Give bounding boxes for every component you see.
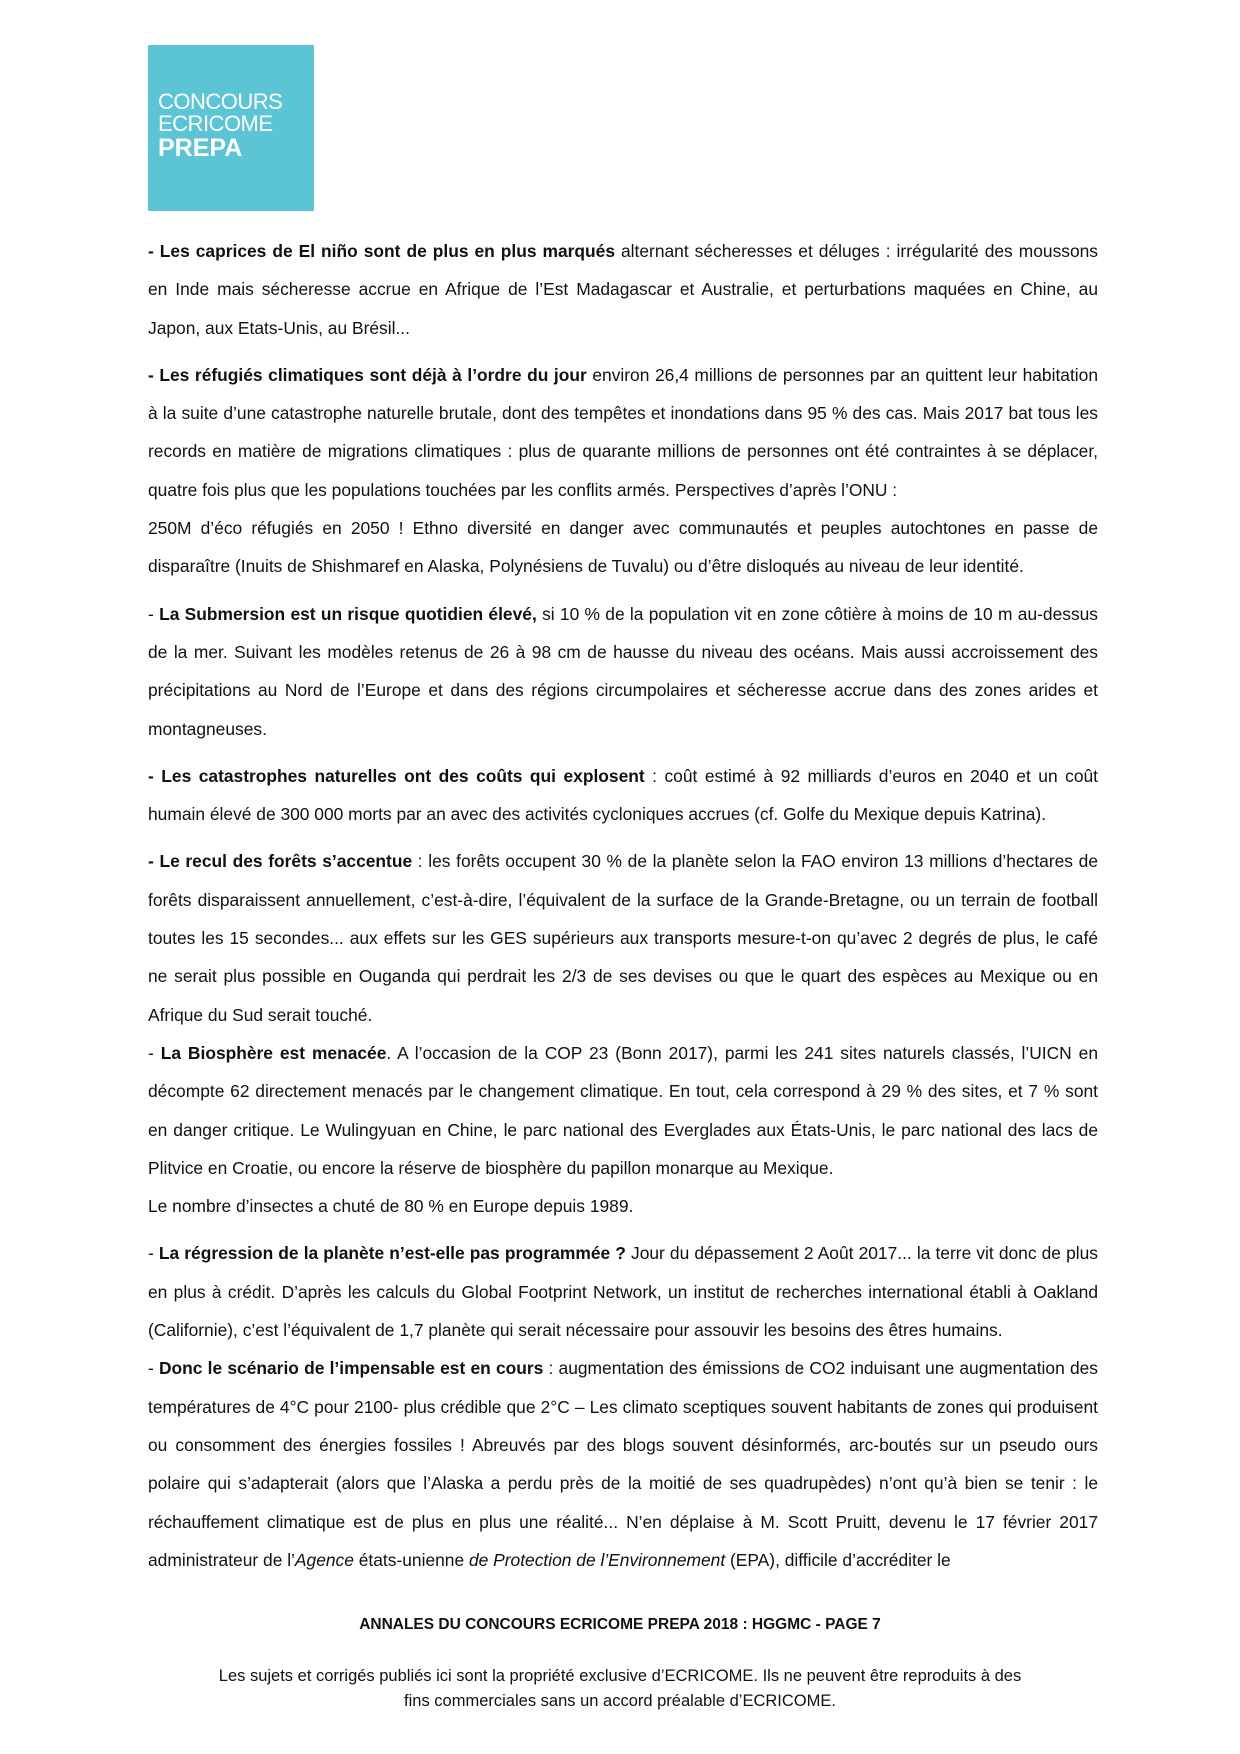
paragraph-el-nino [148, 232, 1098, 347]
paragraph-text: environ 26,4 millions de personnes par an quittent leur habitation à la suite d’une catastrophe naturelle brutale, dont des tempêtes et inondations dans 95 % des cas. Mais 2017 bat tous les records en matière de migrations climatiques : plus de quarante millions de personnes ont été contraintes à se déplacer, quatre fois plus que les populations touchées par les conflits armés. Perspectives d’après l’ONU : [148, 364, 1098, 500]
paragraph-text: états-unienne [353, 1549, 469, 1570]
paragraph-text: Jour du dépassement 2 Août 2017... la terre vit donc de plus en plus à crédit. D’après les calculs du Global Footprint Network, un institut de recherches international établi à Oakland (Californie), c’est l’équivalent de 1,7 planète qui serait nécessaire pour assouvir les besoins des êtres humains. [148, 1243, 1098, 1341]
paragraph-insectes [148, 1187, 1098, 1225]
concours-ecricome-logo [148, 45, 314, 211]
paragraph-prefix: - [148, 1358, 159, 1379]
paragraph-text: (EPA), difficile d’accréditer le [725, 1549, 951, 1570]
paragraph-eco-refugies [148, 509, 1098, 586]
paragraph-text: alternant sécheresses et déluges : irrégularité des moussons en Inde mais sécheresse accrue en Afrique de l’Est Madagascar et Australie, et perturbations maquées en Chine, au Japon, aux Etats-Unis, au Brésil... [148, 241, 1098, 338]
paragraph-forets [148, 842, 1098, 1033]
paragraph-heading: La Biosphère est menacée [160, 1042, 387, 1063]
paragraph-heading: - Les caprices de El niño sont de plus en plus marqués [148, 241, 616, 261]
paragraph-biosphere [148, 1034, 1098, 1187]
footer-note-line-2: fins commerciales sans un accord préalable d’ECRICOME. [404, 1692, 836, 1710]
paragraph-text: 250M d’éco réfugiés en 2050 ! Ethno diversité en danger avec communautés et peuples autochtones en passe de disparaître (Inuits de Shishmaref en Alaska, Polynésiens de Tuvalu) ou d’être disloqués au niveau de leur identité. [148, 518, 1098, 577]
paragraph-text: si 10 % de la population vit en zone côtière à moins de 10 m au-dessus de la mer. Suivant les modèles retenus de 26 à 98 cm de hausse du niveau des océans. Mais aussi accroissement des précipitations au Nord de l’Europe et dans des régions circumpolaires et sécheresse accrue dans des zones arides et montagneuses. [148, 603, 1099, 739]
paragraph-text: Le nombre d’insectes a chuté de 80 % en Europe depuis 1989. [148, 1196, 634, 1217]
paragraph-refugies [148, 356, 1098, 509]
footer-copyright-note [0, 1664, 1240, 1714]
paragraph-text: : augmentation des émissions de CO2 induisant une augmentation des températures de 4°C pour 2100- plus crédible que 2°C – Les climato sceptiques souvent habitants de zones qui produisent ou consomment des énergies fossiles ! Abreuvés par des blogs souvent désinformés, arc-boutés sur un pseudo ours polaire qui s’adapterait (alors que l’Alaska a perdu près de la moitié de ses quadrupèdes) n’ont qu’à bien se tenir : le réchauffement climatique est de plus en plus une réalité... N’en déplaise à M. Scott Pruitt, devenu le 17 février 2017 administrateur de l’ [148, 1358, 1098, 1570]
paragraph-heading: - Le recul des forêts s’accentue [148, 851, 413, 872]
paragraph-prefix: - [148, 1042, 161, 1063]
logo-line-2: ECRICOME [158, 111, 273, 136]
paragraph-text: : coût estimé à 92 milliards d’euros en 2040 et un coût humain élevé de 300 000 morts par an avec des activités cycloniques accrues (cf. Golfe du Mexique depuis Katrina). [148, 765, 1098, 825]
paragraph-italic: de Protection de l’Environnement [468, 1549, 726, 1570]
paragraph-prefix: - [148, 603, 160, 624]
paragraph-heading: La régression de la planète n’est-elle pas programmée ? [158, 1243, 626, 1264]
logo-line-3: PREPA [158, 134, 243, 162]
document-body [148, 232, 1098, 1579]
footer-title: ANNALES DU CONCOURS ECRICOME PREPA 2018 : HGGMC - PAGE 7 [359, 1616, 881, 1633]
paragraph-heading: - Les catastrophes naturelles ont des coûts qui explosent [148, 765, 645, 786]
paragraph-text: : les forêts occupent 30 % de la planète selon la FAO environ 13 millions d’hectares de forêts disparaissent annuellement, c’est-à-dire, l’équivalent de la surface de la Grande-Bretagne, ou un terrain de football toutes les 15 secondes... aux effets sur les GES supérieurs aux transports mesure-t-on qu’avec 2 degrés de plus, le café ne serait plus possible en Ouganda qui perdrait les 2/3 de ses devises ou que le quart des espèces au Mexique ou en Afrique du Sud serait touché. [148, 851, 1099, 1025]
paragraph-heading: - Les réfugiés climatiques sont déjà à l’ordre du jour [148, 364, 587, 385]
paragraph-heading: Donc le scénario de l’impensable est en cours [159, 1358, 544, 1379]
paragraph-heading: La Submersion est un risque quotidien élevé, [159, 603, 537, 624]
footer-note-line-1: Les sujets et corrigés publiés ici sont la propriété exclusive d’ECRICOME. Ils ne peuvent être reproduits à des [218, 1667, 1022, 1685]
paragraph-regression [148, 1234, 1098, 1349]
paragraph-text: . A l’occasion de la COP 23 (Bonn 2017), parmi les 241 sites naturels classés, l’UICN en décompte 62 directement menacés par le changement climatique. En tout, cela correspond à 29 % des sites, et 7 % sont en danger critique. Le Wulingyuan en Chine, le parc national des Everglades aux États-Unis, le parc national des lacs de Plitvice en Croatie, ou encore la réserve de biosphère du papillon monarque au Mexique. [148, 1042, 1098, 1178]
paragraph-catastrophes [148, 757, 1098, 834]
paragraph-italic: Agence [294, 1549, 354, 1570]
logo-line-1: CONCOURS [158, 89, 283, 114]
paragraph-prefix: - [148, 1243, 159, 1264]
paragraph-scenario [148, 1349, 1098, 1579]
paragraph-submersion [148, 595, 1098, 748]
